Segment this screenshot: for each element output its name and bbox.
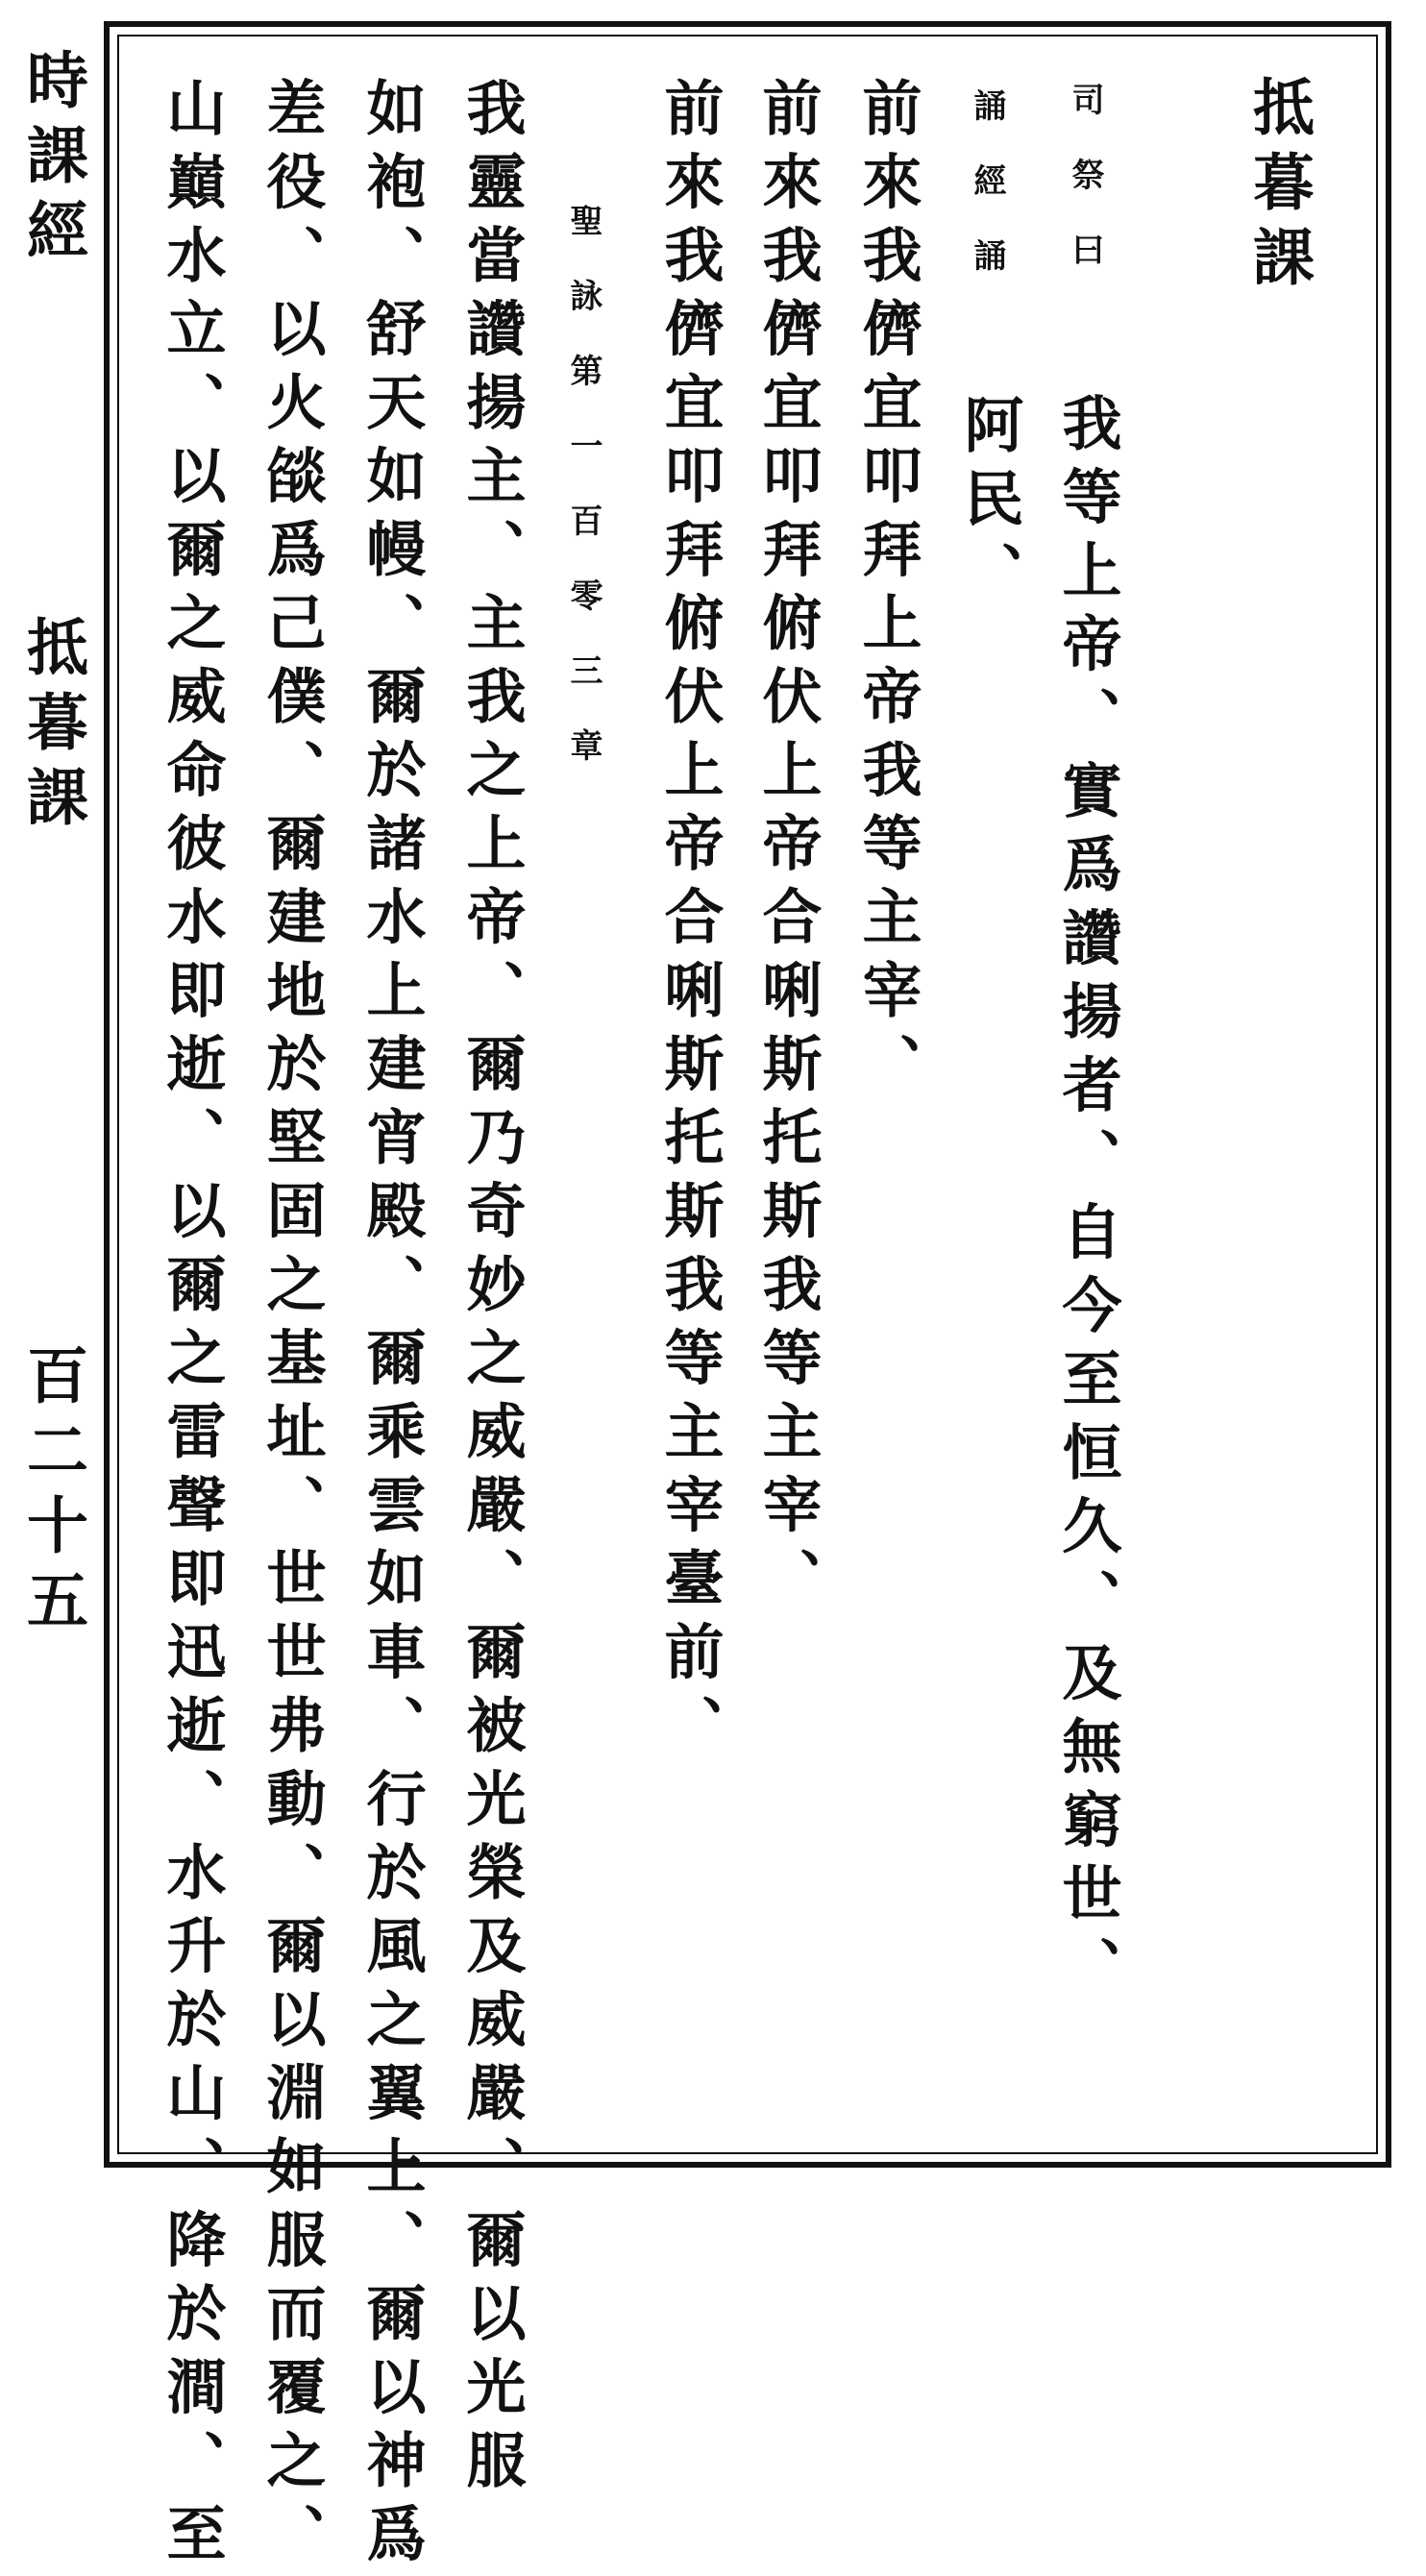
psalm-line: 我靈當讚揚主、主我之上帝、爾乃奇妙之威嚴、爾被光榮及威嚴、爾以光服 — [456, 77, 527, 2503]
psalm-line: 山巔水立、以爾之威命彼水即逝、以爾之雷聲即迅逝、水升於山、降於澗、至 — [157, 77, 227, 2576]
invitation-line: 前來我儕宜叩拜俯伏上帝合唎斯托斯我等主宰、 — [752, 77, 823, 1621]
reader-speaker-label: 誦經誦 — [968, 88, 1006, 313]
margin-section-title: 抵暮課 — [16, 615, 88, 840]
margin-book-title: 時課經 — [16, 48, 88, 273]
page-number: 百二十五 — [16, 1343, 88, 1643]
priest-verse-text: 我等上帝、實爲讚揚者、自今至恒久、及無窮世、 — [1052, 392, 1122, 2009]
section-title: 抵暮課 — [1242, 75, 1315, 300]
reader-verse-text: 阿民、 — [954, 394, 1024, 615]
psalm-line: 差役、以火燄爲己僕、爾建地於堅固之基址、世世弗動、爾以淵如服而覆之、 — [257, 77, 327, 2576]
psalm-line: 如袍、舒天如幔、爾於諸水上建宵殿、爾乘雲如車、行於風之翼上、爾以神爲 — [356, 77, 427, 2576]
priest-speaker-label: 司祭曰 — [1066, 83, 1104, 307]
invitation-line: 前來我儕宜叩拜上帝我等主宰、 — [852, 77, 922, 1106]
psalm-heading: 聖詠第一百零三章 — [564, 204, 602, 803]
invitation-line: 前來我儕宜叩拜俯伏上帝合唎斯托斯我等主宰臺前、 — [654, 77, 725, 1768]
